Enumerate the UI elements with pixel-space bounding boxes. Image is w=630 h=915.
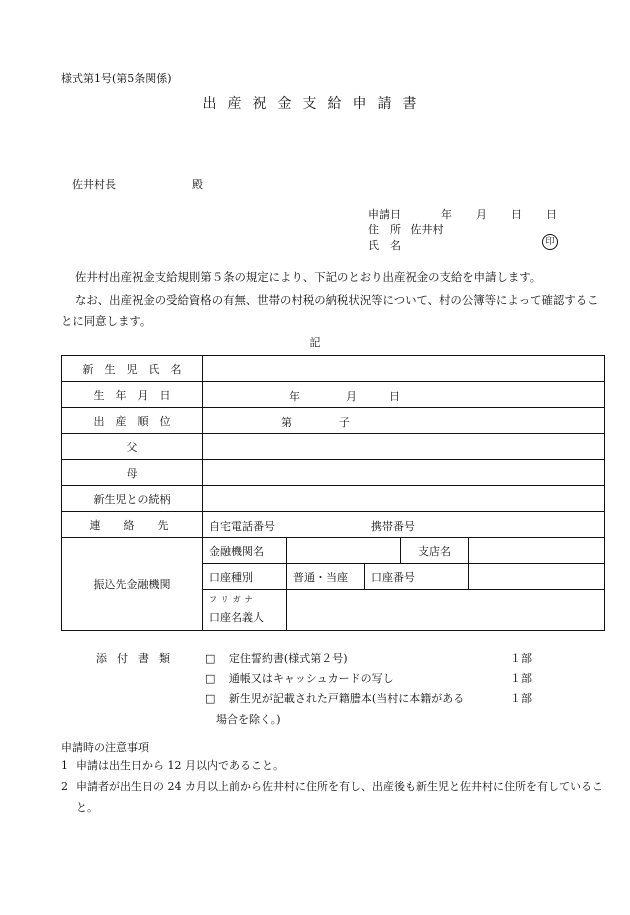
form-number-label: 様式第1号(第5条関係) (61, 72, 172, 85)
account-type-value[interactable]: 普通・当座 (287, 564, 365, 590)
note-text-1: 申請は出生日から 12 月以内であること。 (76, 759, 284, 772)
checkbox-3[interactable]: □ (205, 692, 216, 705)
bank-name-field[interactable] (287, 538, 401, 564)
addressee-name: 佐井村長 (72, 178, 116, 191)
row-father (62, 434, 605, 460)
note-item-1 (61, 755, 611, 776)
paragraph-request: 佐井村出産祝金支給規則第５条の規定により、下記のとおり出産祝金の支給を申請します。 (75, 270, 542, 284)
row-birthdate (62, 382, 605, 408)
date-day-2: 日 (546, 208, 557, 221)
address-value: 佐井村 (410, 223, 444, 236)
bank-label: 振込先金融機関 (62, 538, 203, 631)
attachment-copies-3: １部 (510, 692, 532, 705)
contact-label: 連 絡 先 (62, 512, 203, 538)
newborn-name-label: 新生児氏名 (62, 356, 203, 382)
attachment-item-2 (205, 670, 394, 686)
seal-mark: 印 (542, 234, 558, 250)
applicant-name-label: 氏 名 (368, 239, 401, 252)
attachment-text-3-continued: 場合を除く。) (216, 713, 281, 726)
birthdate-day: 日 (389, 390, 400, 403)
birth-order-dai: 第 (281, 416, 292, 429)
attachment-copies-2: １部 (510, 672, 532, 685)
date-day: 日 (511, 208, 522, 221)
birth-order-ko: 子 (339, 416, 350, 429)
branch-name-field[interactable] (469, 538, 605, 564)
checkbox-2[interactable]: □ (205, 672, 216, 685)
row-birth-order (62, 408, 605, 434)
father-field[interactable] (203, 434, 605, 460)
attachment-text-3: 新生児が記載された戸籍謄本(当村に本籍がある (228, 692, 465, 705)
row-relationship (62, 486, 605, 512)
furigana-label: フリガナ (209, 595, 257, 604)
account-type-label: 口座種別 (203, 564, 287, 590)
note-number-1: 1 (61, 759, 68, 772)
attachments-heading: 添付書類 (96, 652, 180, 665)
home-phone-label: 自宅電話番号 (209, 520, 275, 533)
note-number-2: 2 (61, 780, 68, 793)
relationship-field[interactable] (203, 486, 605, 512)
newborn-name-field[interactable] (203, 356, 605, 382)
addressee (72, 176, 203, 192)
mobile-phone-label: 携帯番号 (371, 520, 415, 533)
application-date-label: 申請日 (368, 208, 401, 221)
relationship-label: 新生児との続柄 (62, 486, 203, 512)
birthdate-label: 生年月日 (62, 382, 203, 408)
account-number-field[interactable] (469, 564, 605, 590)
attachment-text-1: 定住誓約書(様式第２号) (228, 652, 348, 665)
birthdate-month: 月 (346, 390, 357, 403)
note-item-2 (61, 776, 611, 818)
row-bank-name (62, 538, 605, 564)
branch-name-label: 支店名 (401, 538, 469, 564)
mother-field[interactable] (203, 460, 605, 486)
account-number-label: 口座番号 (365, 564, 469, 590)
checkbox-1[interactable]: □ (205, 652, 216, 665)
father-label: 父 (62, 434, 203, 460)
paragraph-consent: なお、出産祝金の受給資格の有無、世帯の村税の納税状況等について、村の公簿等によって確認することに同意します。 (61, 293, 599, 328)
row-mother (62, 460, 605, 486)
attachment-text-2: 通帳又はキャッシュカードの写し (228, 672, 394, 685)
attachment-item-1 (205, 650, 348, 666)
attachment-item-3 (205, 690, 464, 706)
account-holder-field[interactable] (287, 590, 605, 631)
birthdate-field[interactable] (203, 382, 605, 408)
note-text-2: 申請者が出生日の 24 カ月以上前から佐井村に住所を有し、出産後も新生児と佐井村に住所を有していること。 (76, 780, 603, 814)
addressee-honorific: 殿 (192, 178, 203, 191)
birth-order-label: 出産順位 (62, 408, 203, 434)
attachment-copies-1: １部 (510, 652, 532, 665)
document-title: 出産祝金支給申請書 (202, 96, 428, 112)
applicant-address (368, 221, 444, 237)
bank-name-label: 金融機関名 (203, 538, 287, 564)
date-month: 月 (476, 208, 487, 221)
birthdate-year: 年 (289, 390, 300, 403)
ki-marker: 記 (309, 336, 321, 349)
account-holder-label: 口座名義人 (209, 611, 264, 624)
address-label: 住 所 (368, 223, 401, 236)
birth-order-field[interactable] (203, 408, 605, 434)
mother-label: 母 (62, 460, 203, 486)
row-newborn-name (62, 356, 605, 382)
contact-field[interactable] (203, 512, 605, 538)
account-holder-label-cell (203, 590, 287, 631)
application-table (61, 355, 605, 631)
date-year: 年 (441, 208, 452, 221)
row-contact (62, 512, 605, 538)
notes-heading: 申請時の注意事項 (61, 741, 149, 754)
